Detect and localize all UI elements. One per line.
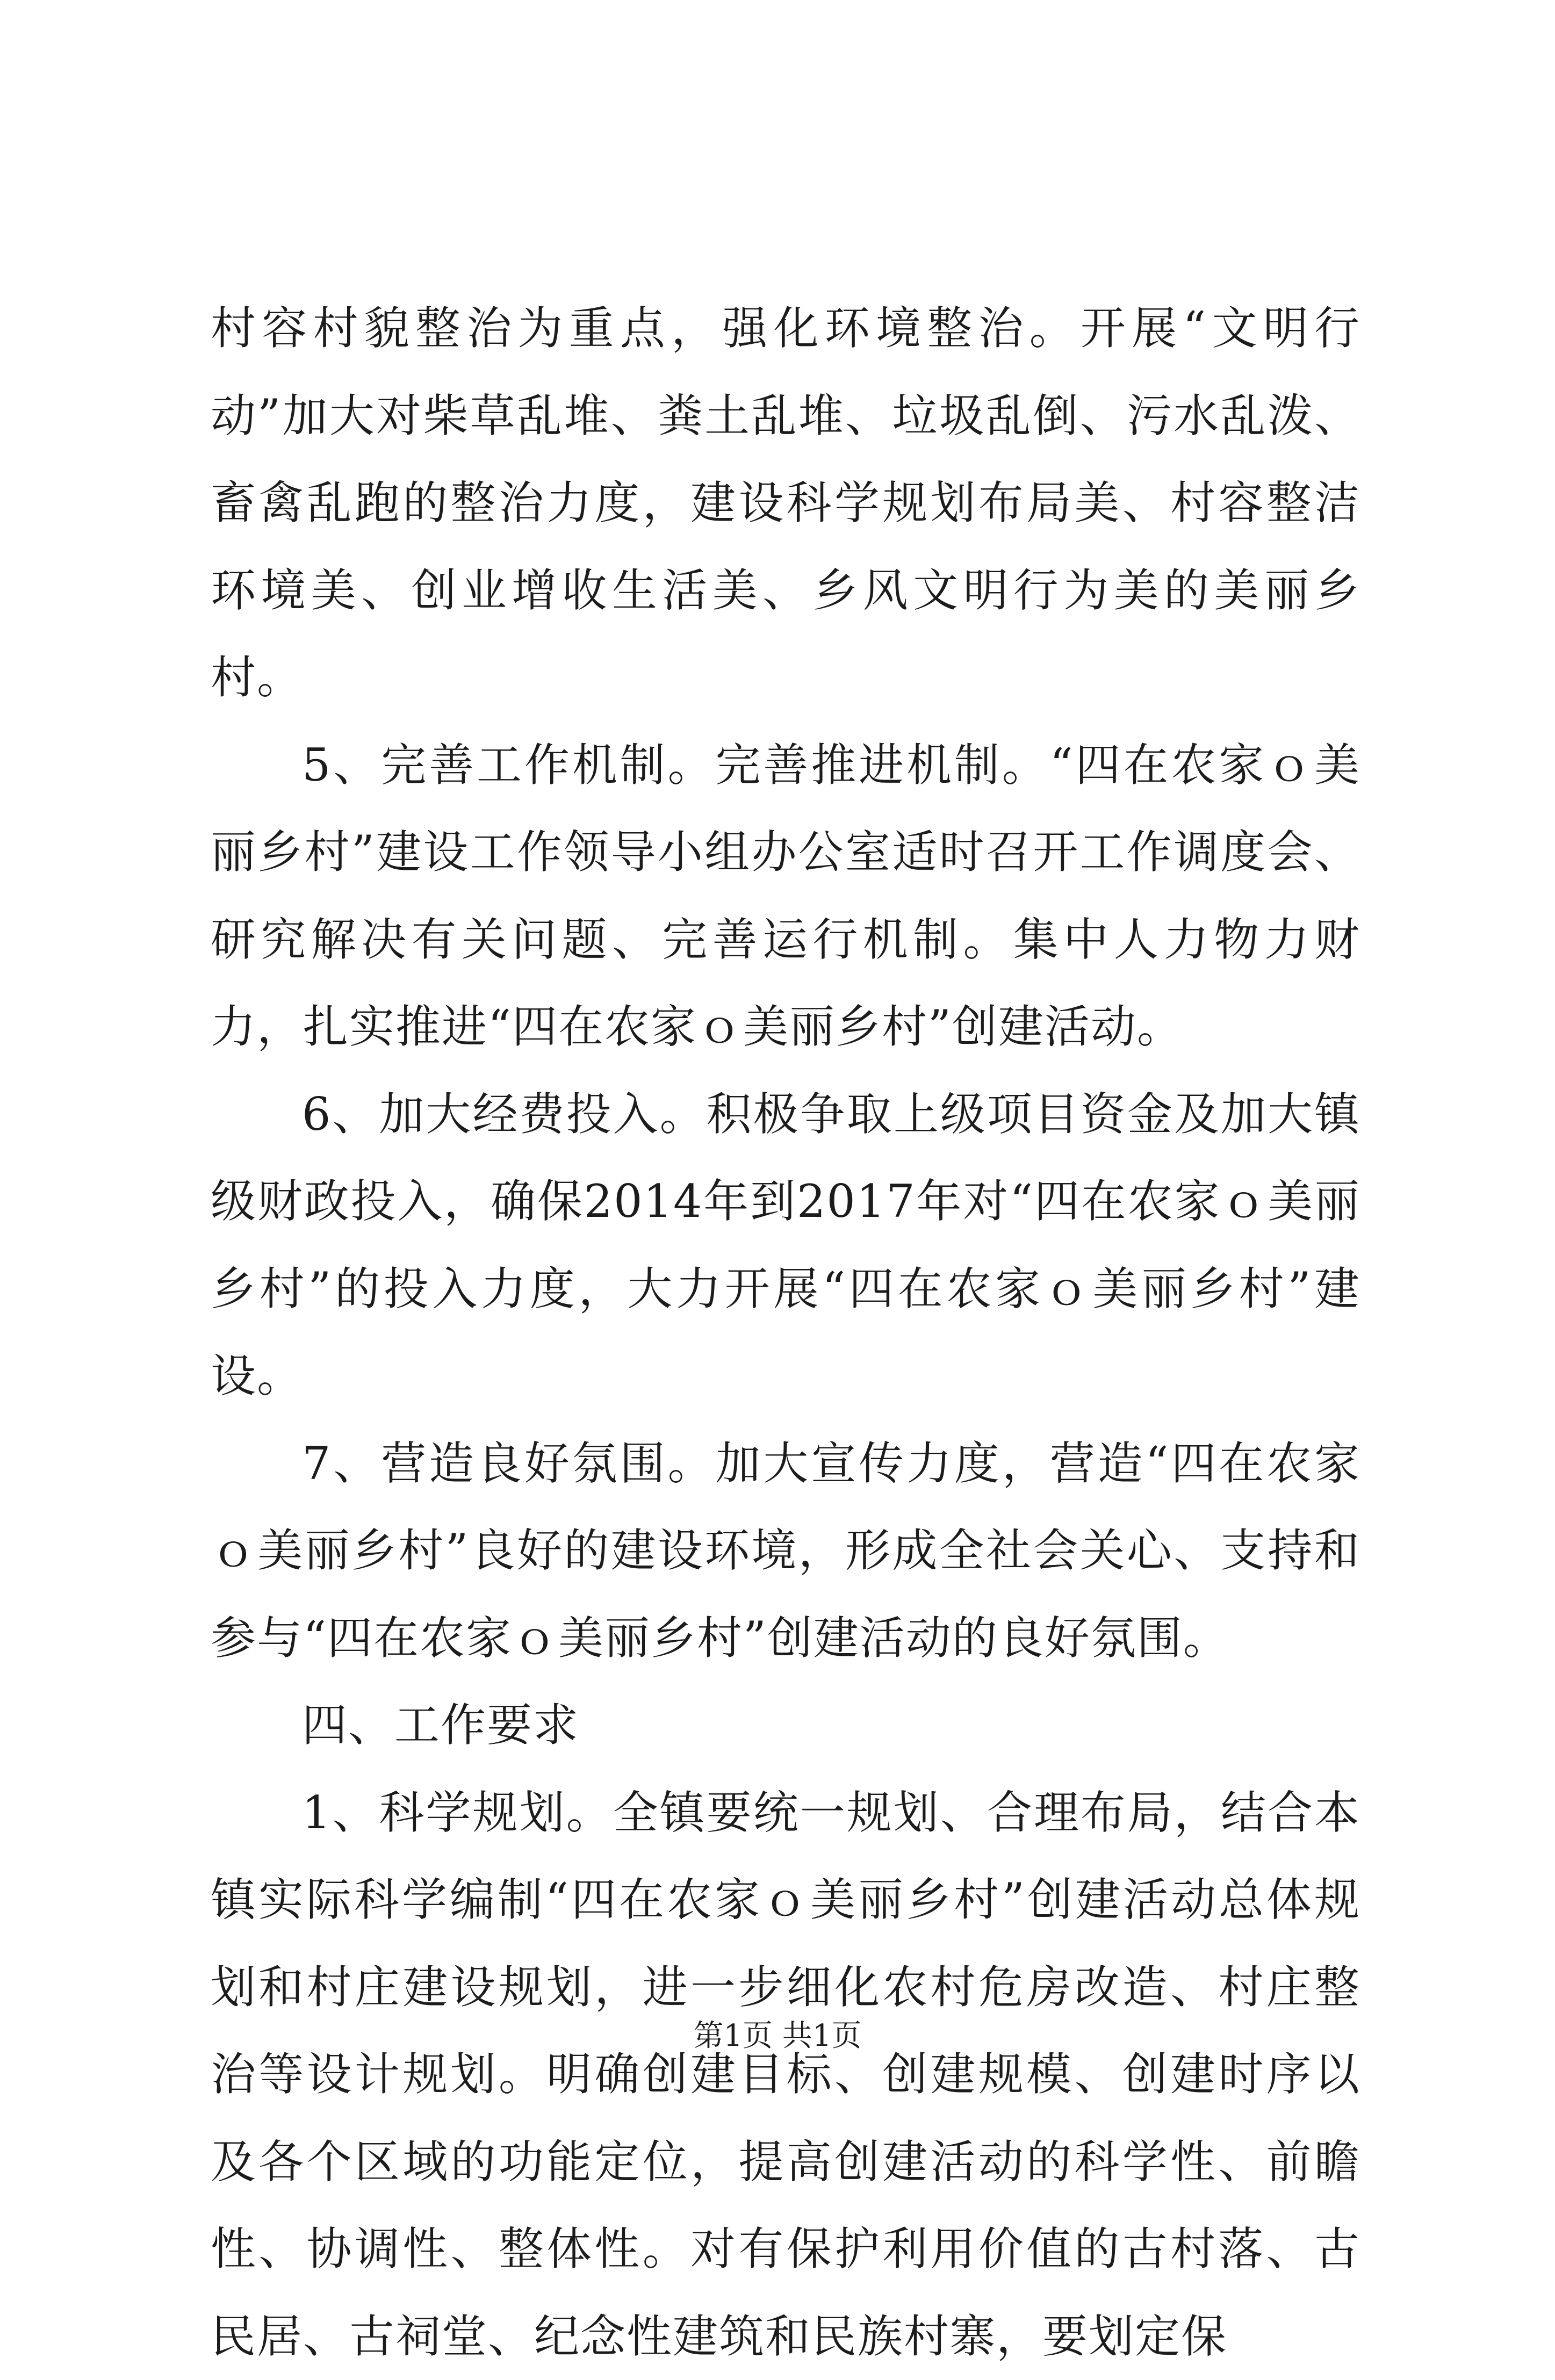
- paragraph-item-5: 5、完善工作机制。完善推进机制。“四在农家ｏ美丽乡村”建设工作领导小组办公室适时召开工作调度会、研究解决有关问题、完善运行机制。集中人力物力财力，扎实推进“四在农家ｏ美丽乡村”创建活动。: [211, 722, 1360, 1071]
- paragraph-continuation: 村容村貌整治为重点，强化环境整治。开展“文明行动”加大对柴草乱堆、粪土乱堆、垃圾乱倒、污水乱泼、畜禽乱跑的整治力度，建设科学规划布局美、村容整洁环境美、创业增收生活美、乡风文明行为美的美丽乡村。: [211, 285, 1360, 722]
- document-body: [211, 285, 1360, 2380]
- paragraph-requirement-1: 1、科学规划。全镇要统一规划、合理布局，结合本镇实际科学编制“四在农家ｏ美丽乡村”创建活动总体规划和村庄建设规划，进一步细化农村危房改造、村庄整治等设计规划。明确创建目标、创建规模、创建时序以及各个区域的功能定位，提高创建活动的科学性、前瞻性、协调性、整体性。对有保护利用价值的古村落、古民居、古祠堂、纪念性建筑和民族村寨，要划定保: [211, 1769, 1360, 2380]
- section-heading-work-requirements: 四、工作要求: [211, 1682, 1360, 1769]
- paragraph-item-7: 7、营造良好氛围。加大宣传力度，营造“四在农家ｏ美丽乡村”良好的建设环境，形成全社会关心、支持和参与“四在农家ｏ美丽乡村”创建活动的良好氛围。: [211, 1420, 1360, 1682]
- page-footer: 第1页 共1页: [0, 2017, 1555, 2055]
- paragraph-item-6: 6、加大经费投入。积极争取上级项目资金及加大镇级财政投入，确保2014年到2017年对“四在农家ｏ美丽乡村”的投入力度，大力开展“四在农家ｏ美丽乡村”建设。: [211, 1071, 1360, 1420]
